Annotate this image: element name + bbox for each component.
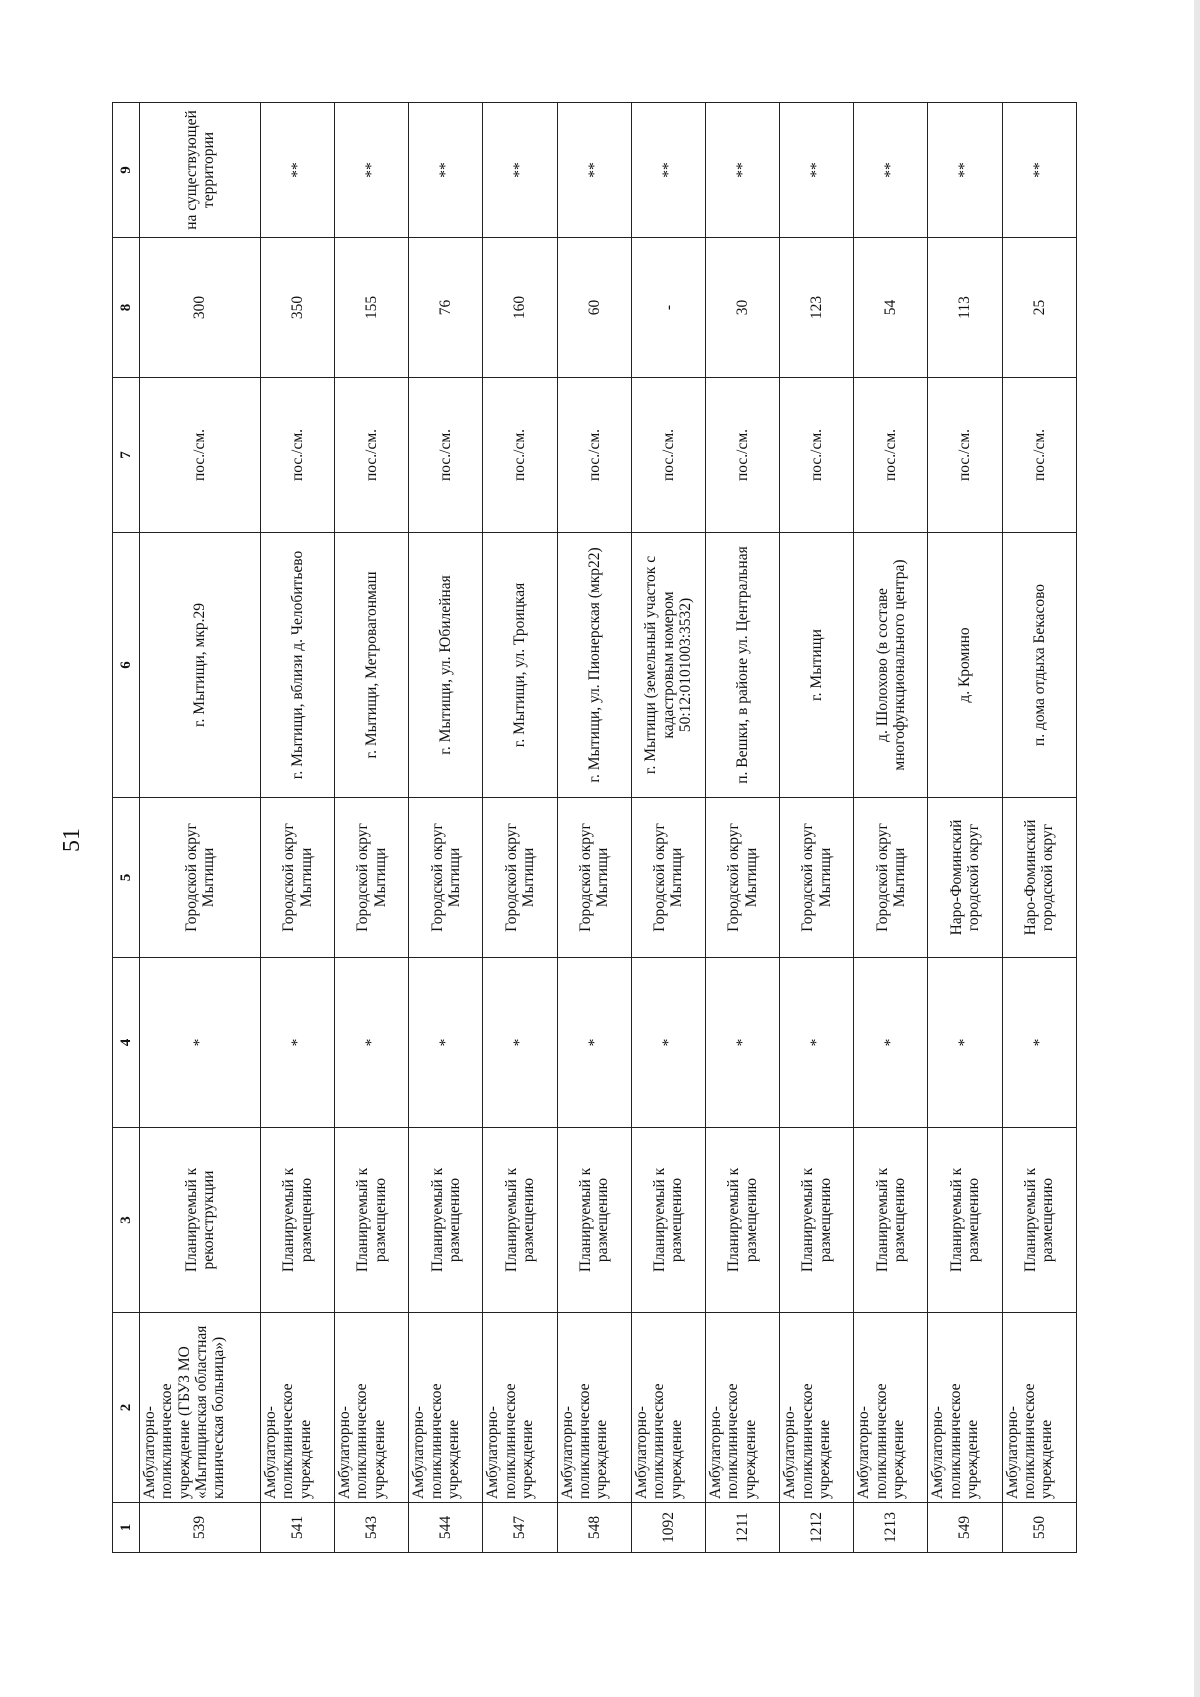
row-number-cell: 1212 — [780, 1503, 854, 1553]
district-cell: Городской округ Мытищи — [260, 798, 334, 958]
location-cell: г. Мытищи — [780, 533, 854, 798]
land-note-cell: ** — [483, 103, 557, 238]
column-4-cell: * — [483, 958, 557, 1128]
unit-cell: пос./см. — [631, 378, 705, 533]
facility-type-cell: Амбулаторно-поликлиническое учреждение (ГБУЗ МО «Мытищинская областная клиническая больница») — [140, 1313, 261, 1503]
table-body — [140, 103, 1077, 1553]
status-cell: Планируемый к размещению — [483, 1128, 557, 1313]
row-number-cell: 541 — [260, 1503, 334, 1553]
facility-type-cell: Амбулаторно-поликлиническое учреждение — [557, 1313, 631, 1503]
unit-cell: пос./см. — [1002, 378, 1076, 533]
location-cell: г. Мытищи, ул. Троицкая — [483, 533, 557, 798]
location-cell: г. Мытищи, Метровагонмаш — [335, 533, 409, 798]
table-row — [409, 103, 483, 1553]
unit-cell: пос./см. — [409, 378, 483, 533]
capacity-cell: 30 — [705, 238, 779, 378]
table-row — [705, 103, 779, 1553]
column-4-cell: * — [260, 958, 334, 1128]
land-note-cell: ** — [557, 103, 631, 238]
column-4-cell: * — [928, 958, 1002, 1128]
header-row — [113, 103, 140, 1553]
column-header-8: 8 — [113, 238, 140, 378]
status-cell: Планируемый к размещению — [631, 1128, 705, 1313]
status-cell: Планируемый к размещению — [780, 1128, 854, 1313]
district-cell: Наро-Фоминский городской округ — [1002, 798, 1076, 958]
table-row — [854, 103, 928, 1553]
district-cell: Городской округ Мытищи — [140, 798, 261, 958]
capacity-cell: 123 — [780, 238, 854, 378]
location-cell: г. Мытищи, ул. Пионерская (мкр22) — [557, 533, 631, 798]
district-cell: Городской округ Мытищи — [335, 798, 409, 958]
facility-type-cell: Амбулаторно-поликлиническое учреждение — [928, 1313, 1002, 1503]
land-note-cell: на существующей территории — [140, 103, 261, 238]
column-header-3: 3 — [113, 1128, 140, 1313]
row-number-cell: 550 — [1002, 1503, 1076, 1553]
column-4-cell: * — [631, 958, 705, 1128]
district-cell: Городской округ Мытищи — [557, 798, 631, 958]
column-header-5: 5 — [113, 798, 140, 958]
land-note-cell: ** — [631, 103, 705, 238]
table-row — [631, 103, 705, 1553]
column-header-6: 6 — [113, 533, 140, 798]
unit-cell: пос./см. — [483, 378, 557, 533]
status-cell: Планируемый к размещению — [1002, 1128, 1076, 1313]
column-header-9: 9 — [113, 103, 140, 238]
scan-edge — [1194, 0, 1200, 1697]
land-note-cell: ** — [260, 103, 334, 238]
column-4-cell: * — [409, 958, 483, 1128]
capacity-cell: 350 — [260, 238, 334, 378]
facility-type-cell: Амбулаторно-поликлиническое учреждение — [409, 1313, 483, 1503]
column-header-2: 2 — [113, 1313, 140, 1503]
status-cell: Планируемый к размещению — [260, 1128, 334, 1313]
location-cell: п. Вешки, в районе ул. Центральная — [705, 533, 779, 798]
location-cell: г. Мытищи, вблизи д. Челобитьево — [260, 533, 334, 798]
table-row — [260, 103, 334, 1553]
capacity-cell: 76 — [409, 238, 483, 378]
capacity-cell: 155 — [335, 238, 409, 378]
district-cell: Городской округ Мытищи — [631, 798, 705, 958]
column-4-cell: * — [1002, 958, 1076, 1128]
column-4-cell: * — [335, 958, 409, 1128]
status-cell: Планируемый к размещению — [409, 1128, 483, 1313]
district-cell: Городской округ Мытищи — [780, 798, 854, 958]
unit-cell: пос./см. — [928, 378, 1002, 533]
location-cell: г. Мытищи, мкр.29 — [140, 533, 261, 798]
land-note-cell: ** — [780, 103, 854, 238]
row-number-cell: 549 — [928, 1503, 1002, 1553]
facility-type-cell: Амбулаторно-поликлиническое учреждение — [260, 1313, 334, 1503]
district-cell: Городской округ Мытищи — [854, 798, 928, 958]
column-4-cell: * — [557, 958, 631, 1128]
table-row — [335, 103, 409, 1553]
unit-cell: пос./см. — [260, 378, 334, 533]
land-note-cell: ** — [409, 103, 483, 238]
table-container — [112, 103, 1077, 1553]
unit-cell: пос./см. — [705, 378, 779, 533]
status-cell: Планируемый к размещению — [928, 1128, 1002, 1313]
location-cell: д. Кромино — [928, 533, 1002, 798]
row-number-cell: 1213 — [854, 1503, 928, 1553]
column-4-cell: * — [140, 958, 261, 1128]
land-note-cell: ** — [854, 103, 928, 238]
row-number-cell: 543 — [335, 1503, 409, 1553]
unit-cell: пос./см. — [140, 378, 261, 533]
facility-type-cell: Амбулаторно-поликлиническое учреждение — [705, 1313, 779, 1503]
land-note-cell: ** — [335, 103, 409, 238]
capacity-cell: - — [631, 238, 705, 378]
column-4-cell: * — [854, 958, 928, 1128]
column-header-7: 7 — [113, 378, 140, 533]
row-number-cell: 547 — [483, 1503, 557, 1553]
table-row — [928, 103, 1002, 1553]
land-note-cell: ** — [1002, 103, 1076, 238]
status-cell: Планируемый к реконструкции — [140, 1128, 261, 1313]
facility-type-cell: Амбулаторно-поликлиническое учреждение — [1002, 1313, 1076, 1503]
row-number-cell: 1092 — [631, 1503, 705, 1553]
row-number-cell: 544 — [409, 1503, 483, 1553]
location-cell: г. Мытищи (земельный участок с кадастровым номером 50:12:0101003:3532) — [631, 533, 705, 798]
table-row — [557, 103, 631, 1553]
facility-type-cell: Амбулаторно-поликлиническое учреждение — [483, 1313, 557, 1503]
facility-type-cell: Амбулаторно-поликлиническое учреждение — [780, 1313, 854, 1503]
status-cell: Планируемый к размещению — [335, 1128, 409, 1313]
row-number-cell: 539 — [140, 1503, 261, 1553]
status-cell: Планируемый к размещению — [557, 1128, 631, 1313]
row-number-cell: 1211 — [705, 1503, 779, 1553]
table-row — [483, 103, 557, 1553]
column-4-cell: * — [780, 958, 854, 1128]
capacity-cell: 60 — [557, 238, 631, 378]
facilities-table — [112, 102, 1077, 1553]
land-note-cell: ** — [705, 103, 779, 238]
district-cell: Городской округ Мытищи — [483, 798, 557, 958]
capacity-cell: 25 — [1002, 238, 1076, 378]
district-cell: Городской округ Мытищи — [409, 798, 483, 958]
table-row — [140, 103, 261, 1553]
district-cell: Городской округ Мытищи — [705, 798, 779, 958]
unit-cell: пос./см. — [557, 378, 631, 533]
column-4-cell: * — [705, 958, 779, 1128]
column-header-4: 4 — [113, 958, 140, 1128]
unit-cell: пос./см. — [854, 378, 928, 533]
table-row — [780, 103, 854, 1553]
capacity-cell: 113 — [928, 238, 1002, 378]
row-number-cell: 548 — [557, 1503, 631, 1553]
facility-type-cell: Амбулаторно-поликлиническое учреждение — [335, 1313, 409, 1503]
unit-cell: пос./см. — [335, 378, 409, 533]
unit-cell: пос./см. — [780, 378, 854, 533]
status-cell: Планируемый к размещению — [854, 1128, 928, 1313]
location-cell: д. Шолохово (в составе многофункционального центра) — [854, 533, 928, 798]
location-cell: г. Мытищи, ул. Юбилейная — [409, 533, 483, 798]
capacity-cell: 54 — [854, 238, 928, 378]
page-number: 51 — [59, 828, 85, 852]
district-cell: Наро-Фоминский городской округ — [928, 798, 1002, 958]
capacity-cell: 300 — [140, 238, 261, 378]
land-note-cell: ** — [928, 103, 1002, 238]
status-cell: Планируемый к размещению — [705, 1128, 779, 1313]
location-cell: п. дома отдыха Бекасово — [1002, 533, 1076, 798]
facility-type-cell: Амбулаторно-поликлиническое учреждение — [631, 1313, 705, 1503]
facility-type-cell: Амбулаторно-поликлиническое учреждение — [854, 1313, 928, 1503]
table-row — [1002, 103, 1076, 1553]
capacity-cell: 160 — [483, 238, 557, 378]
column-header-1: 1 — [113, 1503, 140, 1553]
